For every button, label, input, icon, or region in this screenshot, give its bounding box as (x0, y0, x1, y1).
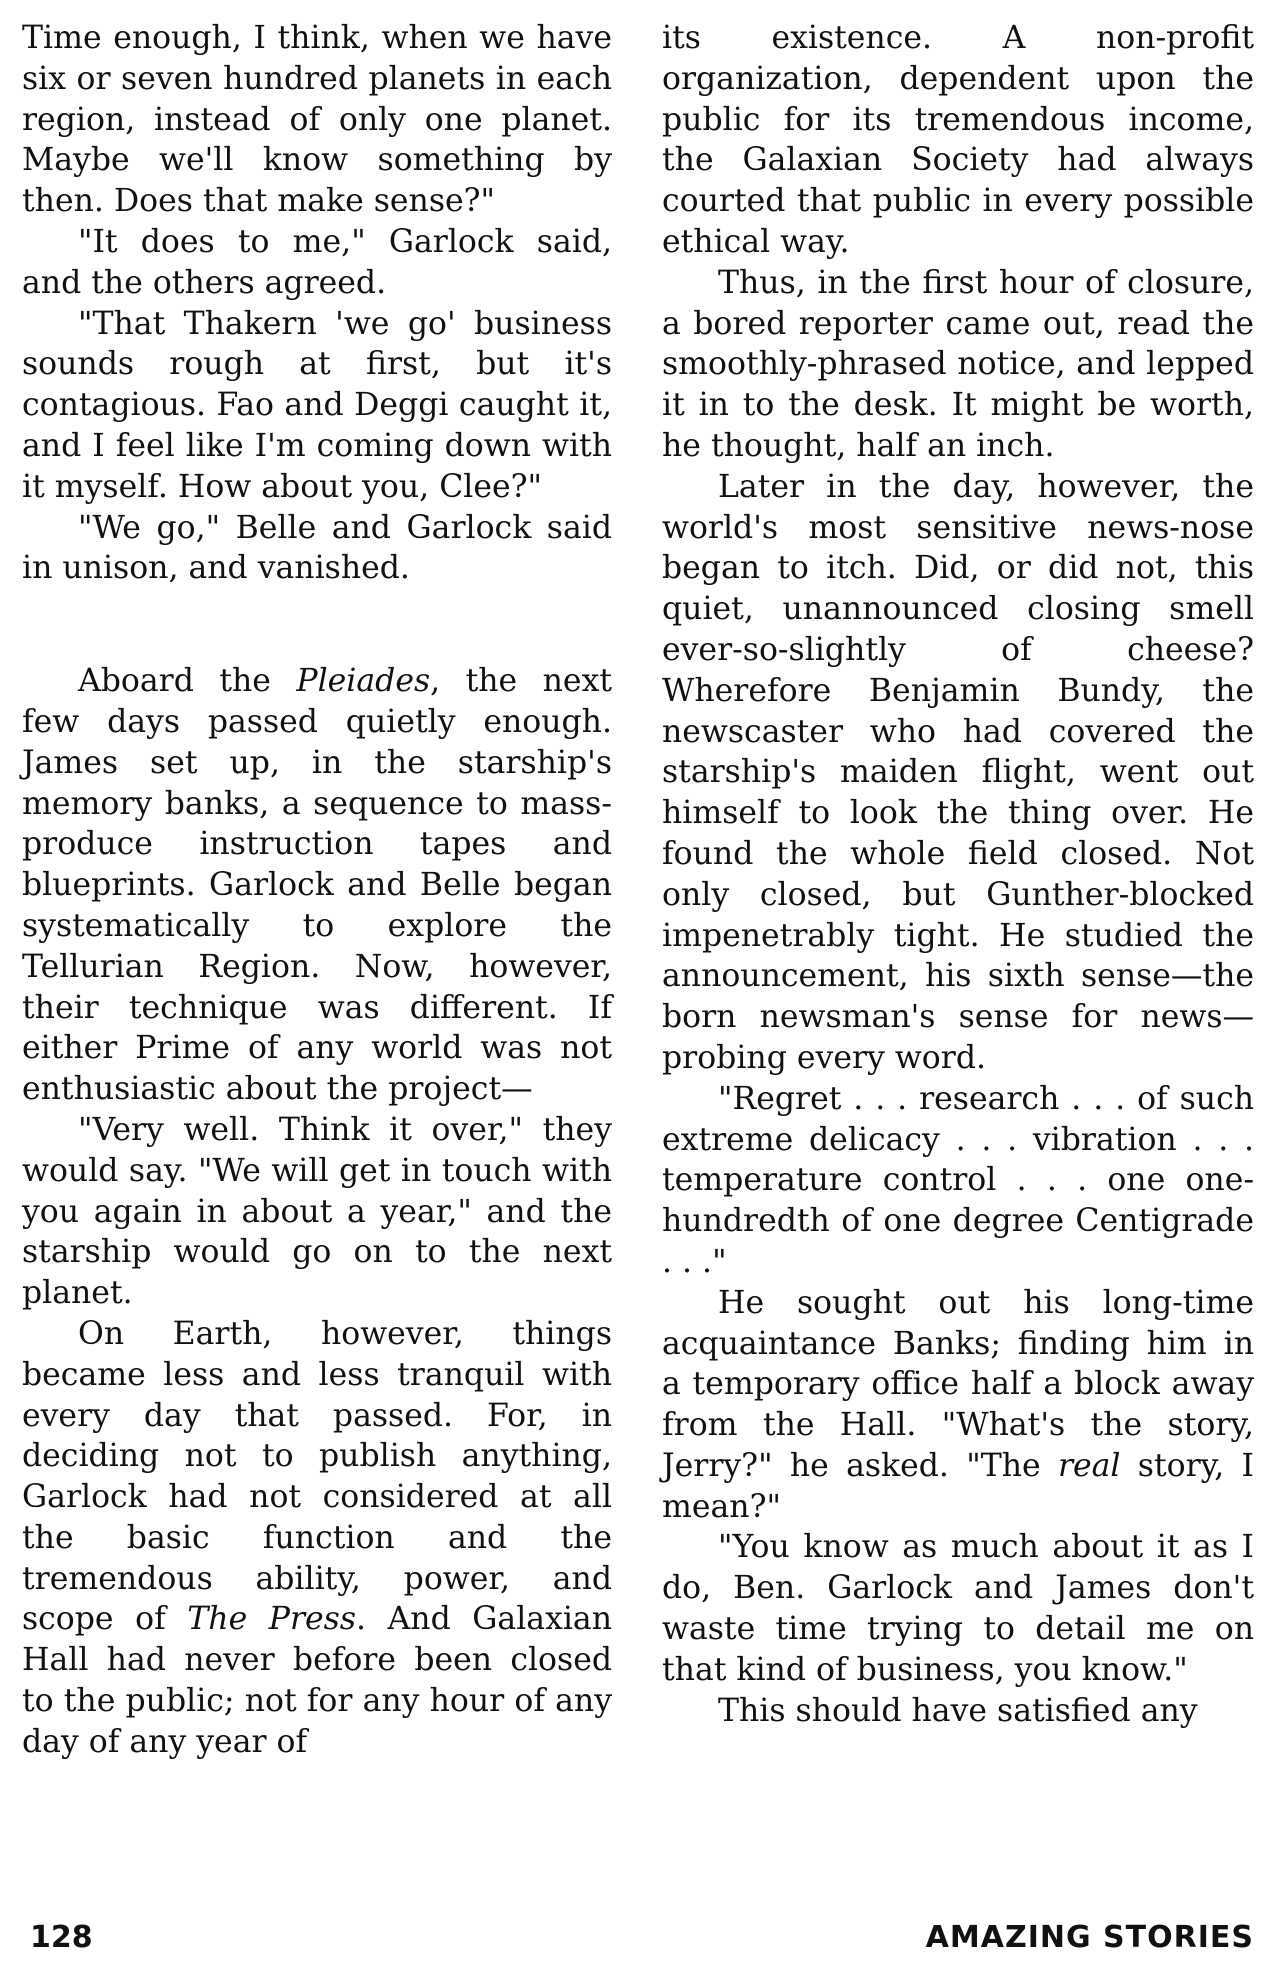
text-run: , the next few days passed quietly enough. James set up, in the starship's memory banks, a sequence to mass-produce instruction tapes and blueprints. Garlock and Belle began systematically to explore the Tellurian Region. Now, however, their technique was different. If either Prime of any world was not enthusiastic about the project— (22, 663, 613, 1108)
paragraph: "It does to me," Garlock said, and the others agreed. (22, 223, 612, 301)
paragraph: "Regret . . . research . . . of such extreme delicacy . . . vibration . . . temperature control . . . one one-hundredth of one degree Centigrade . . ." (662, 1080, 1254, 1280)
text-run: . And Galaxian Hall had never before been closed to the public; not for any hour of any day of any year of (22, 1601, 612, 1760)
text-run: On Earth, however, things became less and less tranquil with every day that passed. For, in deciding not to publish anything, Garlock had not considered at all the basic function and the tremendous ability, power, and scope of (22, 1315, 612, 1638)
magazine-title: AMAZING STORIES (925, 1920, 1254, 1955)
section-break (22, 589, 612, 661)
ship-name: Pleiades (296, 663, 431, 700)
paragraph: Later in the day, however, the world's most sensitive news-nose began to itch. Did, or did not, this quiet, unannounced closing smell ever-so-slightly of cheese? Wherefore Benjamin Bundy, the newscaster who had covered the starship's maiden flight, went out himself to look the thing over. He found the whole field closed. Not only closed, but Gunther-blocked impenetrably tight. He studied the announcement, his sixth sense—the born newsman's sense for news—probing every word. (662, 468, 1254, 1076)
paragraph: "We go," Belle and Garlock said in unison, and vanished. (22, 509, 612, 587)
text-run: He sought out his long-time acquaintance Banks; finding him in a temporary office half a block away from the Hall. "What's the story, Jerry?" he asked. "The (662, 1284, 1254, 1484)
paragraph: "That Thakern 'we go' business sounds rough at first, but it's contagious. Fao and Deggi caught it, and I feel like I'm coming down with it myself. How about you, Clee?" (22, 305, 612, 505)
paragraph (22, 1314, 612, 1763)
paragraph: its existence. A non-profit organization, dependent upon the public for its tremendous income, the Galaxian Society had always courted that public in every possible ethical way. (662, 20, 1254, 260)
paragraph: Thus, in the first hour of closure, a bored reporter came out, read the smoothly-phrased notice, and lepped it in to the desk. It might be worth, he thought, half an inch. (662, 264, 1254, 464)
paragraph: This should have satisfied any (718, 1692, 1198, 1729)
paragraph: Time enough, I think, when we have six or seven hundred planets in each region, instead of only one planet. Maybe we'll know something by then. Does that make sense?" (22, 20, 612, 220)
text-run: story, I mean?" (662, 1447, 1254, 1525)
text-run: Aboard the (78, 663, 297, 700)
paragraph: "Very well. Think it over," they would say. "We will get in touch with you again in about a year," and the starship would go on to the next planet. (22, 1111, 612, 1312)
left-column (22, 18, 612, 1763)
paragraph: "You know as much about it as I do, Ben. Garlock and James don't waste time trying to detail me on that kind of business, you know." (662, 1529, 1254, 1688)
right-column (662, 18, 1254, 1731)
page-number: 128 (30, 1920, 93, 1955)
paragraph (662, 1283, 1254, 1528)
press-title: The Press (187, 1601, 356, 1638)
emphasis-real: real (1057, 1447, 1121, 1484)
paragraph (22, 661, 612, 1110)
